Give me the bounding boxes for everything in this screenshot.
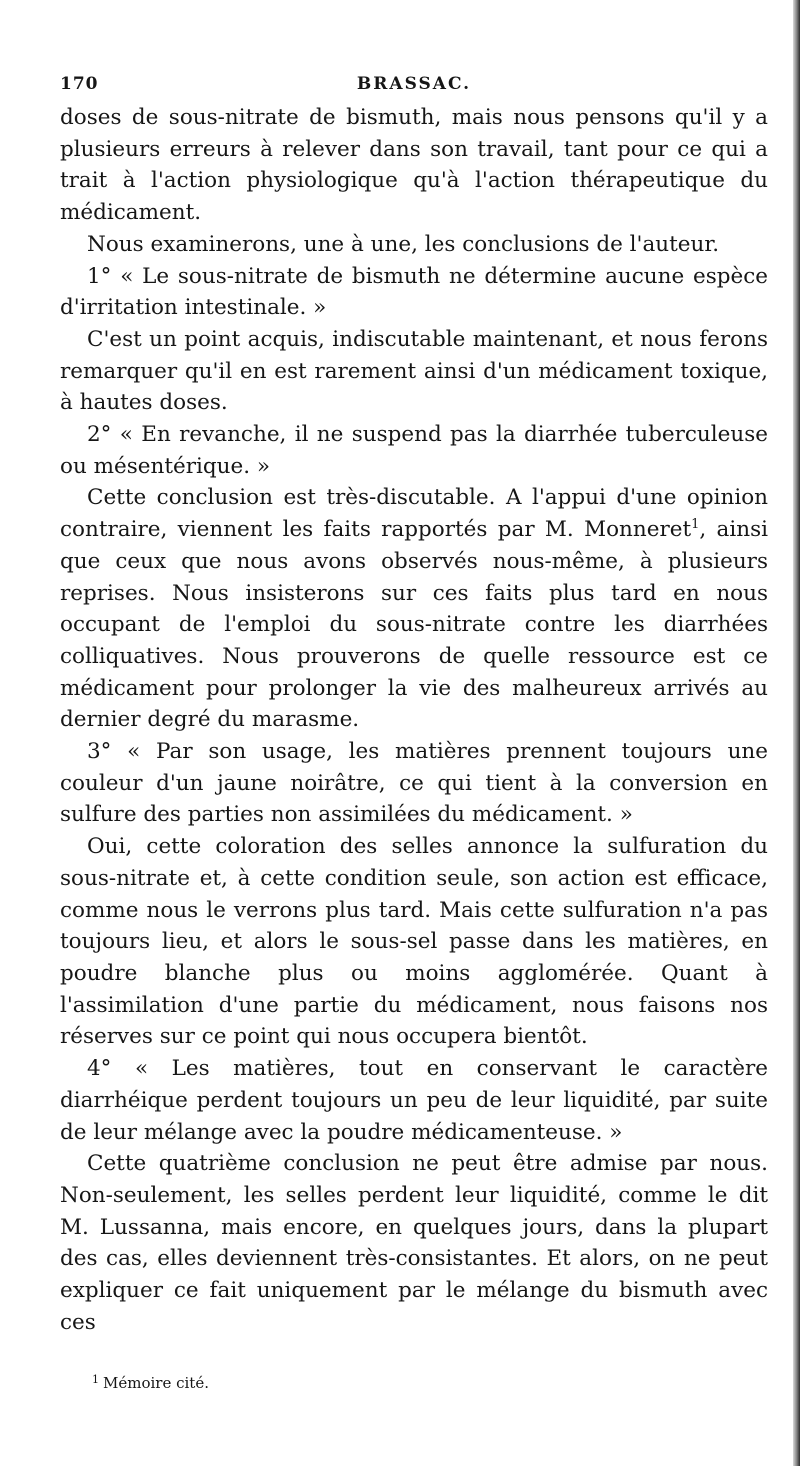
page-edge-shadow — [793, 0, 800, 1466]
footnote-text: Mémoire cité. — [103, 1374, 209, 1393]
page-number: 170 — [60, 74, 99, 94]
comment-text-after-ref: , ainsi que ceux que nous avons observés nous-même, à plusieurs reprises. Nous insisterons sur ces faits plus tard en nous occupant de l'emploi du sous-nitrate contre les diarrhées colliquatives. Nous prouverons de quelle ressource est ce médicament pour prolonger la vie des malheureux arrivés au dernier degré du marasme. — [60, 517, 768, 733]
running-title: BRASSAC. — [356, 74, 472, 94]
footnote-mark: 1 — [92, 1373, 99, 1387]
footnote — [92, 1370, 768, 1393]
footnote-reference: 1 — [691, 517, 700, 533]
paragraph-intro: Nous examinerons, une à une, les conclusions de l'auteur. — [87, 231, 720, 257]
conclusion-2-comment — [60, 482, 768, 736]
conclusion-4-quote: 4° « Les matières, tout en conservant le caractère diarrhéique perdent toujours un peu de leur liquidité, par suite de leur mélange avec la poudre médicamenteuse. » — [60, 1056, 768, 1145]
paragraph-continuation: doses de sous-nitrate de bismuth, mais nous pensons qu'il y a plusieurs erreurs à relever dans son travail, tant pour ce qui a trait à l'action physiologique qu'à l'action thérapeutique du médicament. — [60, 105, 768, 226]
conclusion-1-comment: C'est un point acquis, indiscutable maintenant, et nous ferons remarquer qu'il en est rarement ainsi d'un médicament toxique, à hautes doses. — [60, 326, 768, 416]
book-page — [60, 70, 768, 1393]
conclusion-3-quote: 3° « Par son usage, les matières prennent toujours une couleur d'un jaune noirâtre, ce qui tient à la conversion en sulfure des parties non assimilées du médicament. » — [60, 739, 768, 828]
conclusion-3-comment: Oui, cette coloration des selles annonce la sulfuration du sous-nitrate et, à cette condition seule, son action est efficace, comme nous le verrons plus tard. Mais cette sulfuration n'a pas toujours lieu, et alors le sous-sel passe dans les matières, en poudre blanche plus ou moins agglomérée. Quant à l'assimilation d'une partie du médicament, nous faisons nos réserves sur ce point qui nous occupera bientôt. — [60, 834, 768, 1050]
running-head — [60, 70, 768, 100]
conclusion-4-comment: Cette quatrième conclusion ne peut être admise par nous. Non-seulement, les selles perdent leur liquidité, comme le dit M. Lussanna, mais encore, en quelques jours, dans la plupart des cas, elles deviennent très-consistantes. Et alors, on ne peut expliquer ce fait uniquement par le mélange du bismuth avec ces — [60, 1151, 768, 1335]
conclusion-2-quote: 2° « En revanche, il ne suspend pas la diarrhée tuberculeuse ou mésentérique. » — [60, 422, 768, 479]
body-text — [60, 102, 768, 1338]
conclusion-1-quote: 1° « Le sous-nitrate de bismuth ne détermine aucune espèce d'irritation intestinale. » — [60, 263, 768, 321]
comment-text-before-ref: Cette conclusion est très-discutable. A l'appui d'une opinion contraire, viennent les faits rapportés par M. Monneret — [60, 485, 768, 543]
